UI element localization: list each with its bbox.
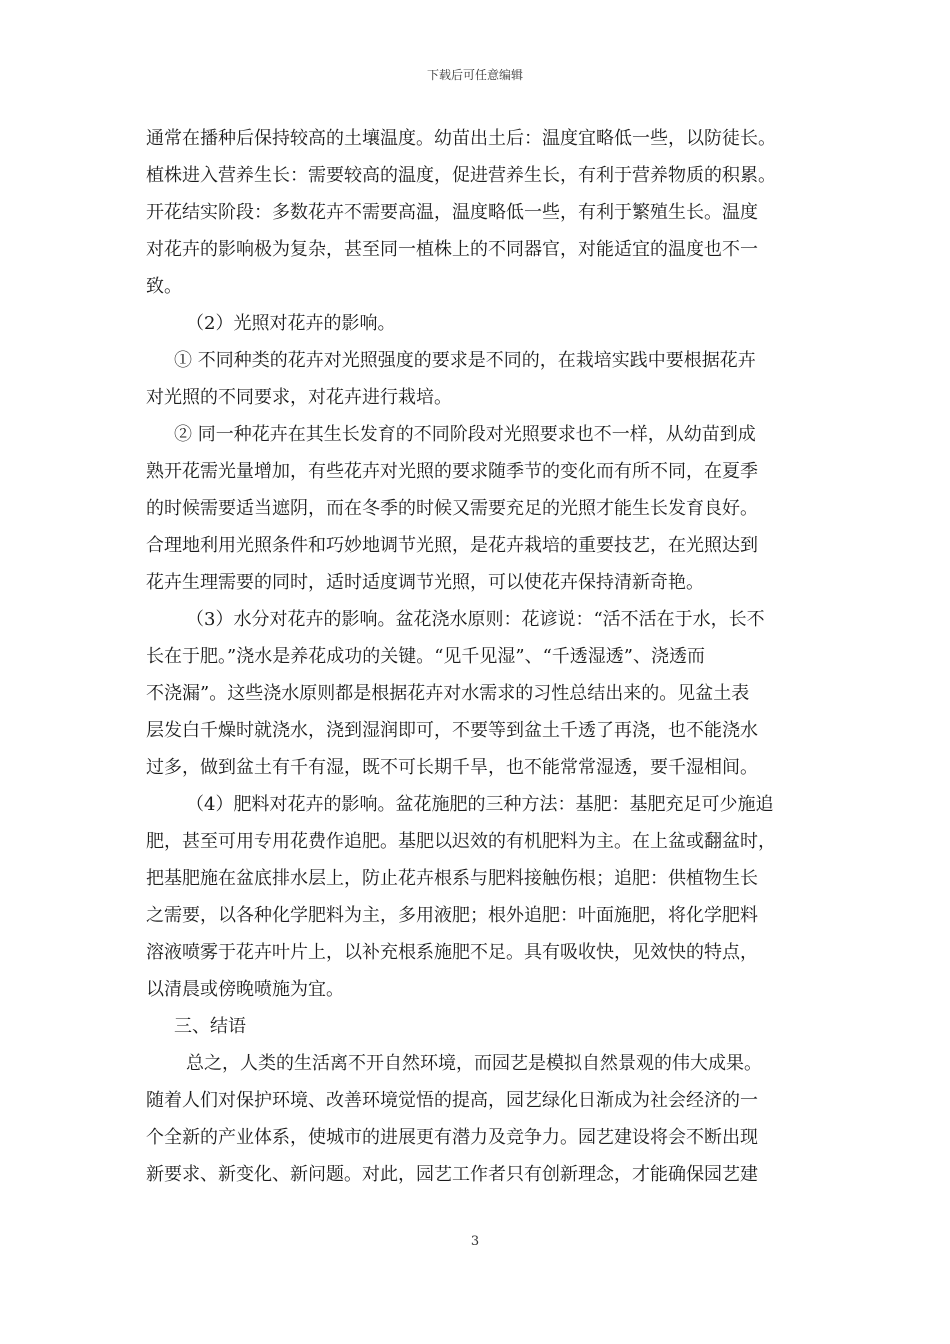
text-line: 合理地利用光照条件和巧妙地调节光照，是花卉栽培的重要技艺，在光照达到: [146, 535, 758, 556]
text-line: 个全新的产业体系，使城市的进展更有潜力及竞争力。园艺建设将会不断出现: [146, 1127, 758, 1148]
document-body: [146, 120, 810, 1193]
section-heading-water: （3）水分对花卉的影响。盆花浇水原则：花谚说：“活不活在于水，长不: [186, 609, 765, 630]
text-line: 溶液喷雾于花卉叶片上，以补充根系施肥不足。具有吸收快，见效快的特点，: [146, 942, 758, 963]
text-line: 过多，做到盆土有千有湿，既不可长期千旱，也不能常常湿透，要千湿相间。: [146, 757, 758, 778]
text-line: ① 不同种类的花卉对光照强度的要求是不同的，在栽培实践中要根据花卉: [174, 350, 756, 371]
text-line: 以清晨或傍晚喷施为宜。: [146, 979, 344, 1000]
text-line: ② 同一种花卉在其生长发育的不同阶段对光照要求也不一样，从幼苗到成: [174, 424, 756, 445]
text-line: 长在于肥。”浇水是养花成功的关键。“见千见湿”、“千透湿透”、浇透而: [146, 646, 706, 667]
section-heading-light: （2）光照对花卉的影响。: [186, 313, 396, 334]
text-line: 之需要，以各种化学肥料为主，多用液肥；根外追肥：叶面施肥，将化学肥料: [146, 905, 758, 926]
section-heading-fertilizer: （4）肥料对花卉的影响。盆花施肥的三种方法：基肥：基肥充足可少施追: [186, 794, 774, 815]
text-line: 致。: [146, 276, 182, 297]
text-line: 的时候需要适当遮阴，而在冬季的时候又需要充足的光照才能生长发育良好。: [146, 498, 758, 519]
text-line: 对花卉的影响极为复杂，甚至同一植株上的不同器官，对能适宜的温度也不一: [146, 239, 758, 260]
text-line: 花卉生理需要的同时，适时适度调节光照，可以使花卉保持清新奇艳。: [146, 572, 704, 593]
text-line: 层发白千燥时就浇水，浇到湿润即可，不要等到盆土千透了再浇，也不能浇水: [146, 720, 758, 741]
text-line: 熟开花需光量增加，有些花卉对光照的要求随季节的变化而有所不同，在夏季: [146, 461, 758, 482]
text-line: 肥，甚至可用专用花费作追肥。基肥以迟效的有机肥料为主。在上盆或翻盆时，: [146, 831, 776, 852]
text-line: 对光照的不同要求，对花卉进行栽培。: [146, 387, 452, 408]
text-line: 通常在播种后保持较高的土壤温度。幼苗出土后：温度宜略低一些，以防徒长。: [146, 128, 776, 149]
section-heading-conclusion: 三、结语: [174, 1016, 246, 1037]
page-number: 3: [470, 1234, 480, 1249]
text-line: 总之，人类的生活离不开自然环境，而园艺是模拟自然景观的伟大成果。: [186, 1053, 762, 1074]
text-line: 不浇漏”。这些浇水原则都是根据花卉对水需求的习性总结出来的。见盆土表: [146, 683, 750, 704]
text-line: 植株进入营养生长：需要较高的温度，促进营养生长，有利于营养物质的积累。: [146, 165, 776, 186]
text-line: 随着人们对保护环境、改善环境觉悟的提高，园艺绿化日渐成为社会经济的一: [146, 1090, 758, 1111]
text-line: 把基肥施在盆底排水层上，防止花卉根系与肥料接触伤根；追肥：供植物生长: [146, 868, 758, 889]
page-header: 下载后可任意编辑: [426, 68, 523, 82]
text-line: 开花结实阶段：多数花卉不需要高温，温度略低一些，有利于繁殖生长。温度: [146, 202, 758, 223]
text-line: 新要求、新变化、新问题。对此，园艺工作者只有创新理念，才能确保园艺建: [146, 1164, 758, 1185]
